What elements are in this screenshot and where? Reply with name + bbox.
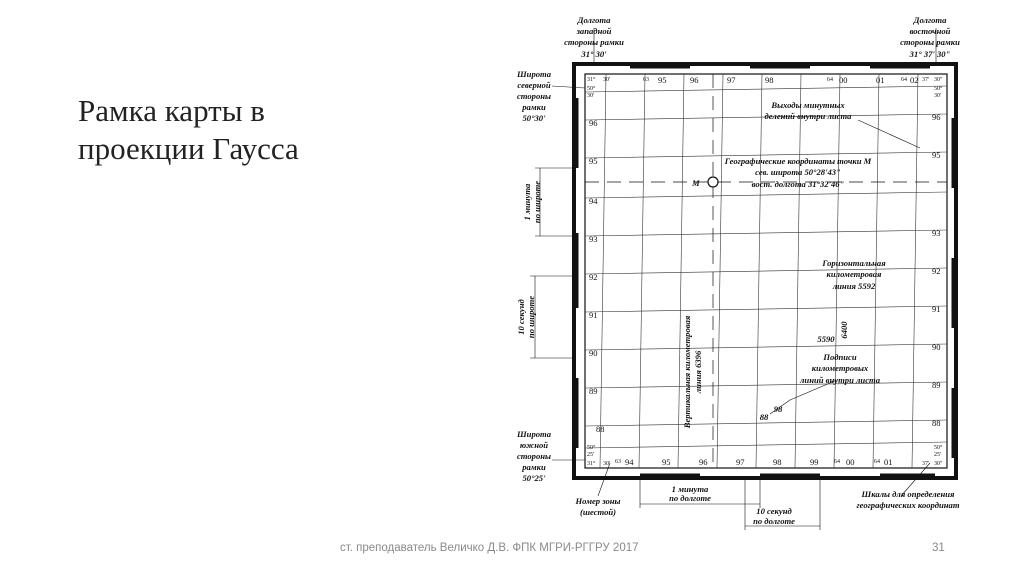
svg-text:25': 25' [934,452,942,458]
svg-text:98: 98 [765,75,774,85]
km-6400-label: 6400 [839,321,849,339]
svg-text:63: 63 [643,77,649,83]
svg-text:64: 64 [901,77,907,83]
km-98-label: 98 [773,404,783,414]
svg-text:Широта: Широта [516,69,552,79]
svg-text:Выходы минутных: Выходы минутных [771,100,845,110]
svg-text:1 минута: 1 минута [671,484,709,494]
svg-text:10 секунд: 10 секунд [756,506,792,516]
left-km-labels [589,118,605,434]
svg-text:98: 98 [773,457,782,467]
svg-text:91: 91 [589,310,598,320]
svg-text:91: 91 [932,304,941,314]
svg-text:25': 25' [587,452,595,458]
slide-title-line2: проекции Гаусса [78,131,299,166]
svg-text:94: 94 [589,196,598,206]
svg-text:Долгота: Долгота [577,15,611,25]
minute-exits-caption [765,100,853,121]
svg-text:64: 64 [874,459,880,465]
svg-text:93: 93 [589,234,598,244]
ten-seconds-longitude [753,506,795,526]
svg-text:96: 96 [690,75,699,85]
ten-seconds-latitude [516,296,536,338]
svg-text:северной: северной [517,80,551,90]
km-grid-horizontal [585,86,947,448]
svg-text:рамки: рамки [522,102,546,112]
km-labels-caption [799,352,881,385]
south-latitude-caption [516,429,552,483]
svg-text:97: 97 [727,75,736,85]
svg-text:стороны: стороны [516,451,552,461]
svg-text:(шестой): (шестой) [579,507,617,517]
svg-text:37': 37' [922,461,930,467]
svg-text:линия 6396: линия 6396 [693,350,703,394]
svg-text:30": 30" [934,77,943,83]
svg-text:вост. долгота 31°32'46": вост. долгота 31°32'46" [751,179,845,189]
svg-text:1 минута: 1 минута [522,183,532,221]
svg-text:по долготе: по долготе [753,516,795,526]
svg-text:64: 64 [827,77,833,83]
svg-text:по широте: по широте [532,180,542,224]
corner-bottom-right [922,444,943,467]
svg-text:по долготе: по долготе [669,493,711,503]
km-5590-label: 5590 [817,334,835,344]
svg-text:30": 30" [934,461,943,467]
svg-text:стороны рамки: стороны рамки [900,37,960,47]
svg-text:96: 96 [699,457,708,467]
page-number: 31 [932,542,945,554]
svg-text:31°: 31° [587,77,596,83]
vertical-km-line-caption [682,315,703,429]
svg-text:50°: 50° [934,86,943,92]
svg-text:50°30': 50°30' [522,113,546,123]
svg-text:географических координат: географических координат [856,500,960,510]
right-km-labels [932,112,941,428]
svg-text:сев. широта 50°28'43": сев. широта 50°28'43" [755,167,841,177]
east-longitude-caption [900,15,960,59]
svg-text:50°: 50° [587,86,596,92]
zone-number-caption [574,496,620,517]
svg-text:01: 01 [884,457,893,467]
svg-text:31°: 31° [587,461,596,467]
top-km-labels [643,75,919,85]
point-m-marker [708,177,718,187]
svg-text:95: 95 [658,75,667,85]
km-88-label: 88 [759,412,769,422]
svg-text:89: 89 [589,386,598,396]
svg-text:92: 92 [932,266,941,276]
svg-text:99: 99 [810,457,819,467]
svg-text:Вертикальная километровая: Вертикальная километровая [682,315,692,429]
svg-text:95: 95 [662,457,671,467]
svg-text:по широте: по широте [526,295,536,339]
svg-text:88: 88 [932,418,941,428]
corner-top-left [587,76,610,99]
svg-text:западной: западной [576,26,612,36]
svg-text:00: 00 [846,457,855,467]
svg-text:31° 30': 31° 30' [581,49,607,59]
svg-text:стороны: стороны [516,91,552,101]
geo-coordinates-caption [724,156,872,189]
svg-text:88: 88 [596,424,605,434]
svg-text:96: 96 [589,118,598,128]
svg-text:90: 90 [589,348,598,358]
svg-text:00: 00 [839,75,848,85]
svg-text:50°: 50° [587,445,596,451]
svg-text:92: 92 [589,272,598,282]
svg-text:Широта: Широта [516,429,552,439]
slide-title-line1: Рамка карты в [78,93,265,128]
horizontal-km-line-caption [821,258,886,291]
svg-text:южной: южной [519,440,549,450]
svg-text:рамки: рамки [522,462,546,472]
svg-text:95: 95 [589,156,598,166]
scales-caption [856,489,959,510]
svg-text:линия 5592: линия 5592 [832,281,876,291]
svg-text:Географические координаты точк: Географические координаты точки M [724,156,872,166]
svg-text:километровая: километровая [826,269,882,279]
west-longitude-caption [564,15,624,59]
bottom-km-labels [615,457,893,467]
svg-text:линий внутри листа: линий внутри листа [800,375,880,385]
slide-footer: ст. преподаватель Величко Д.В. ФПК МГРИ-РГГРУ 2017 [340,542,639,554]
svg-text:89: 89 [932,380,941,390]
svg-text:Подписи: Подписи [823,352,857,362]
svg-text:95: 95 [932,150,941,160]
svg-text:64: 64 [834,459,840,465]
svg-text:километровых: километровых [811,363,869,373]
map-frame-diagram [490,8,1010,536]
svg-text:30': 30' [587,93,595,99]
svg-text:Горизонтальная: Горизонтальная [822,258,886,268]
svg-text:02: 02 [910,75,919,85]
slide-title [78,92,378,168]
svg-text:30': 30' [603,461,611,467]
svg-text:30': 30' [603,77,611,83]
svg-text:93: 93 [932,228,941,238]
svg-text:10 секунд: 10 секунд [516,299,526,335]
svg-text:Шкалы для определения: Шкалы для определения [861,489,955,499]
svg-text:50°25': 50°25' [522,473,546,483]
svg-text:94: 94 [625,457,634,467]
north-latitude-caption [516,69,552,123]
svg-text:31° 37' 30": 31° 37' 30" [909,49,951,59]
point-m-label: M [692,178,700,188]
corner-top-right [922,77,943,99]
svg-text:01: 01 [876,75,885,85]
svg-text:50°: 50° [934,445,943,451]
one-minute-latitude [522,181,542,223]
one-minute-longitude [669,484,711,503]
svg-text:30': 30' [934,93,942,99]
svg-text:90: 90 [932,342,941,352]
svg-text:96: 96 [932,112,941,122]
svg-text:Номер зоны: Номер зоны [575,496,621,506]
svg-text:стороны рамки: стороны рамки [564,37,624,47]
svg-text:Долгота: Долгота [913,15,947,25]
svg-text:восточной: восточной [909,26,951,36]
svg-text:97: 97 [736,457,745,467]
svg-text:37': 37' [922,77,930,83]
svg-text:63: 63 [615,459,621,465]
svg-text:делений внутри листа: делений внутри листа [764,111,852,121]
